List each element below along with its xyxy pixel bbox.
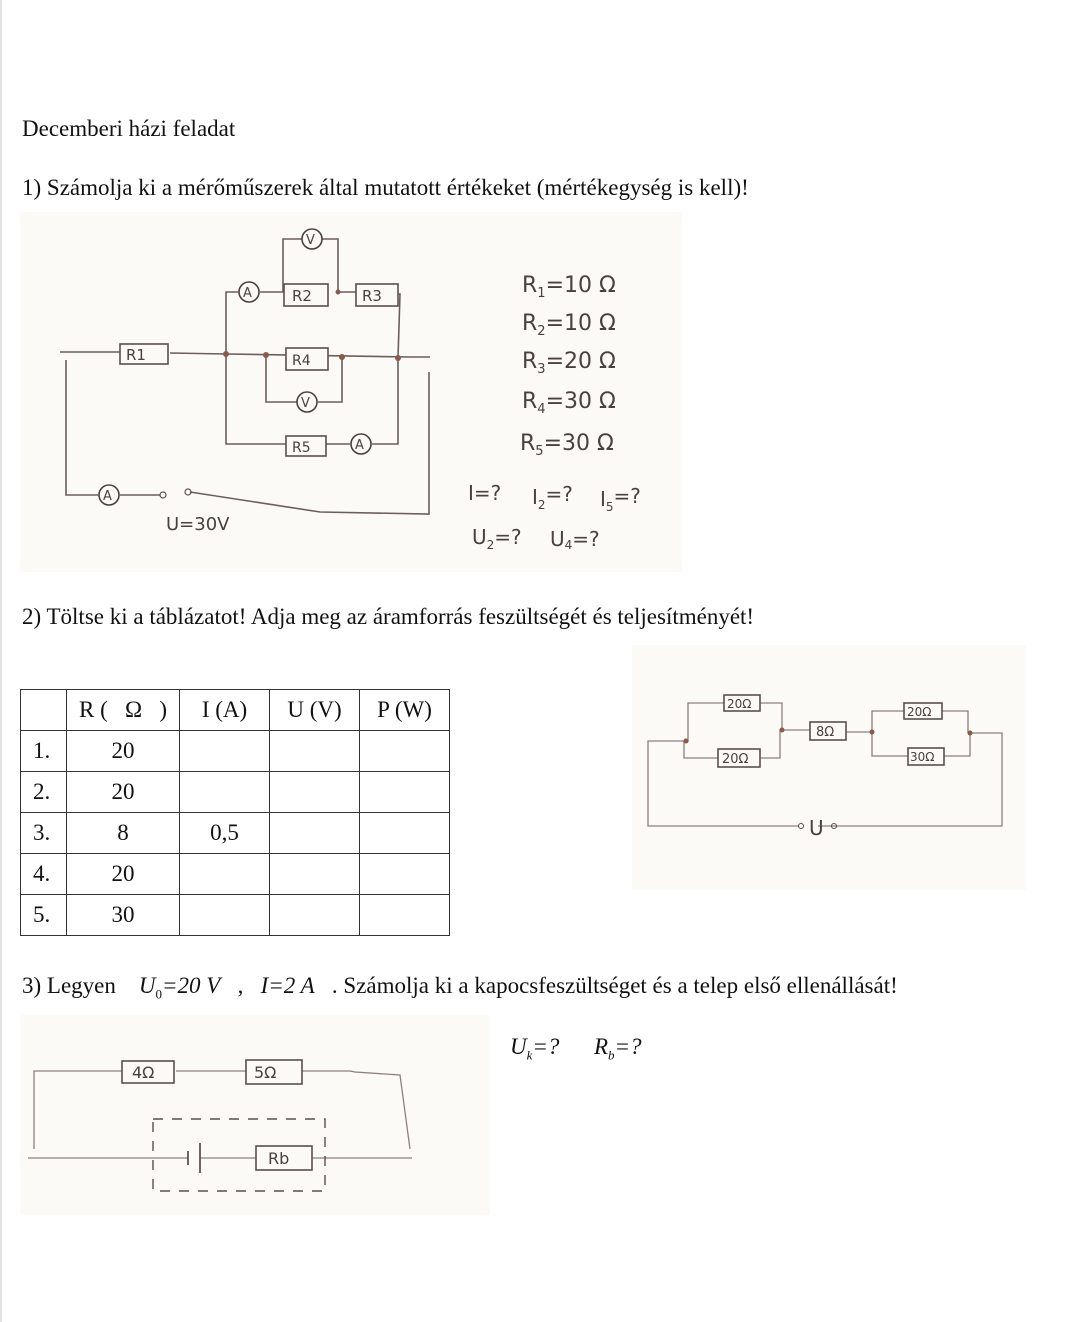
table-cell — [270, 854, 360, 895]
task2-heading: 2) Töltse ki a táblázatot! Adja meg az áramforrás feszültségét és teljesítményét! — [22, 604, 755, 629]
unknown-u4: U4=? — [550, 527, 600, 552]
task3-heading — [22, 973, 898, 1003]
resistor-5-ohm — [246, 1060, 302, 1084]
unknown-uk: $U_k=$? — [510, 1034, 560, 1063]
task1-unknowns — [468, 481, 641, 552]
table-cell — [360, 854, 450, 895]
task3-circuit-diagram — [20, 1015, 490, 1215]
table-cell: 8 — [67, 813, 180, 854]
task3-heading-prefix: 3) Legyen — [22, 973, 116, 998]
page-edge — [0, 0, 2, 1322]
table-header-index — [21, 690, 67, 731]
svg-text:4Ω: 4Ω — [132, 1063, 155, 1082]
table-cell — [360, 895, 450, 936]
unknown-i5: $I_5=$? — [600, 484, 641, 514]
table-row — [21, 772, 450, 813]
resistor-4-ohm — [122, 1061, 174, 1083]
task2-circuit-diagram — [632, 645, 1026, 890]
table-row — [21, 731, 450, 772]
resistor-30-ohm-bottom-right — [908, 748, 944, 765]
task3-unknowns — [510, 1034, 642, 1064]
table-cell: 5. — [21, 895, 67, 936]
svg-text:V: V — [306, 233, 315, 248]
resistor-20-ohm-top-left — [724, 695, 760, 711]
svg-text:R2: R2 — [292, 287, 312, 305]
table-row — [21, 813, 450, 854]
task1-givens — [520, 273, 616, 459]
task2-table — [20, 689, 450, 936]
resistor-r3 — [356, 284, 398, 306]
table-header-current: I (A) — [180, 690, 270, 731]
svg-text:A: A — [243, 286, 252, 301]
table-cell: 0,5 — [180, 813, 270, 854]
task3-current-symbol: I — [260, 973, 269, 998]
svg-text:20Ω: 20Ω — [907, 705, 932, 719]
svg-text:Rb: Rb — [268, 1149, 290, 1168]
resistor-20-ohm-top-right — [904, 703, 942, 719]
svg-text:30Ω: 30Ω — [910, 750, 935, 764]
source-voltage-label: U — [809, 816, 824, 840]
table-row — [21, 854, 450, 895]
voltmeter-r2-icon — [302, 229, 322, 249]
table-cell — [270, 813, 360, 854]
table-cell: 20 — [67, 854, 180, 895]
table-cell: 20 — [67, 731, 180, 772]
table-cell — [270, 731, 360, 772]
svg-text:5Ω: 5Ω — [254, 1063, 277, 1082]
svg-text:V: V — [301, 396, 310, 411]
table-header-resistance: R ( Ω ) — [67, 690, 180, 731]
table-header-row — [21, 690, 450, 731]
task3-heading-suffix: . Számolja ki a kapocsfeszültséget és a telep első ellenállását! — [331, 973, 898, 998]
task1-circuit-diagram — [20, 212, 682, 572]
given-r3: $R_3=20$ Ω — [522, 349, 616, 377]
table-cell — [360, 731, 450, 772]
svg-text:R5: R5 — [292, 440, 311, 456]
resistor-8-ohm — [810, 722, 846, 740]
ammeter-r2-icon — [239, 282, 259, 302]
table-cell: 30 — [67, 895, 180, 936]
task3-u0-value: =20 V — [162, 973, 221, 998]
task2-circuit-photo — [632, 645, 1026, 890]
table-cell: 4. — [21, 854, 67, 895]
task1-heading: 1) Számolja ki a mérőműszerek által mutatott értékeket (mértékegység is kell)! — [22, 175, 749, 200]
given-r4: $R_4=30$ Ω — [522, 389, 616, 417]
given-r1: $R_1=10$ Ω — [522, 273, 616, 301]
ammeter-main-icon — [99, 485, 119, 505]
resistor-r4 — [286, 348, 328, 370]
svg-text:20Ω: 20Ω — [727, 697, 752, 711]
task3-current-value: =2 A — [268, 973, 315, 998]
task3-separator: , — [237, 973, 244, 998]
svg-text:A: A — [103, 489, 112, 504]
resistor-r2 — [284, 284, 328, 306]
table-cell — [180, 854, 270, 895]
given-r2: $R_2=10$ Ω — [522, 311, 616, 339]
svg-text:A: A — [355, 438, 364, 453]
document-title: Decemberi házi feladat — [22, 116, 236, 141]
source-terminal-left — [799, 824, 804, 829]
unknown-i: I=? — [468, 481, 502, 505]
source-terminal-left — [160, 492, 166, 498]
resistor-r1 — [120, 344, 168, 364]
table-cell — [180, 772, 270, 813]
table-cell: 1. — [21, 731, 67, 772]
source-voltage-label: U=30V — [166, 514, 230, 535]
unknown-u2: $U_2=$? — [472, 525, 522, 552]
battery-icon — [188, 1143, 200, 1173]
table-cell: 20 — [67, 772, 180, 813]
table-cell — [360, 813, 450, 854]
svg-text:R3: R3 — [362, 287, 382, 305]
table-cell — [180, 731, 270, 772]
given-r5: $R_5=30$ Ω — [520, 431, 614, 459]
task3-u0-symbol: U — [138, 973, 156, 998]
ammeter-r5-icon — [351, 434, 371, 454]
svg-text:20Ω: 20Ω — [722, 752, 749, 767]
table-header-power: P (W) — [360, 690, 450, 731]
unknown-i2: $I_2=$? — [532, 482, 573, 512]
table-cell — [270, 895, 360, 936]
resistor-r5 — [286, 436, 326, 456]
unknown-rb: $R_b=$? — [593, 1034, 642, 1063]
table-row — [21, 895, 450, 936]
task3-circuit-photo — [20, 1015, 490, 1215]
svg-text:8Ω: 8Ω — [816, 725, 835, 740]
svg-text:R1: R1 — [126, 346, 146, 364]
table-cell: 3. — [21, 813, 67, 854]
task1-circuit-photo — [20, 212, 682, 572]
resistor-internal-rb — [256, 1146, 312, 1170]
table-cell: 2. — [21, 772, 67, 813]
task3-u0-sub: 0 — [155, 986, 163, 1002]
svg-text:R4: R4 — [292, 353, 311, 369]
table-cell — [180, 895, 270, 936]
voltmeter-r4-icon — [297, 392, 317, 412]
table-header-voltage: U (V) — [270, 690, 360, 731]
table-cell — [270, 772, 360, 813]
resistor-20-ohm-bottom-left — [718, 749, 760, 767]
table-cell — [360, 772, 450, 813]
